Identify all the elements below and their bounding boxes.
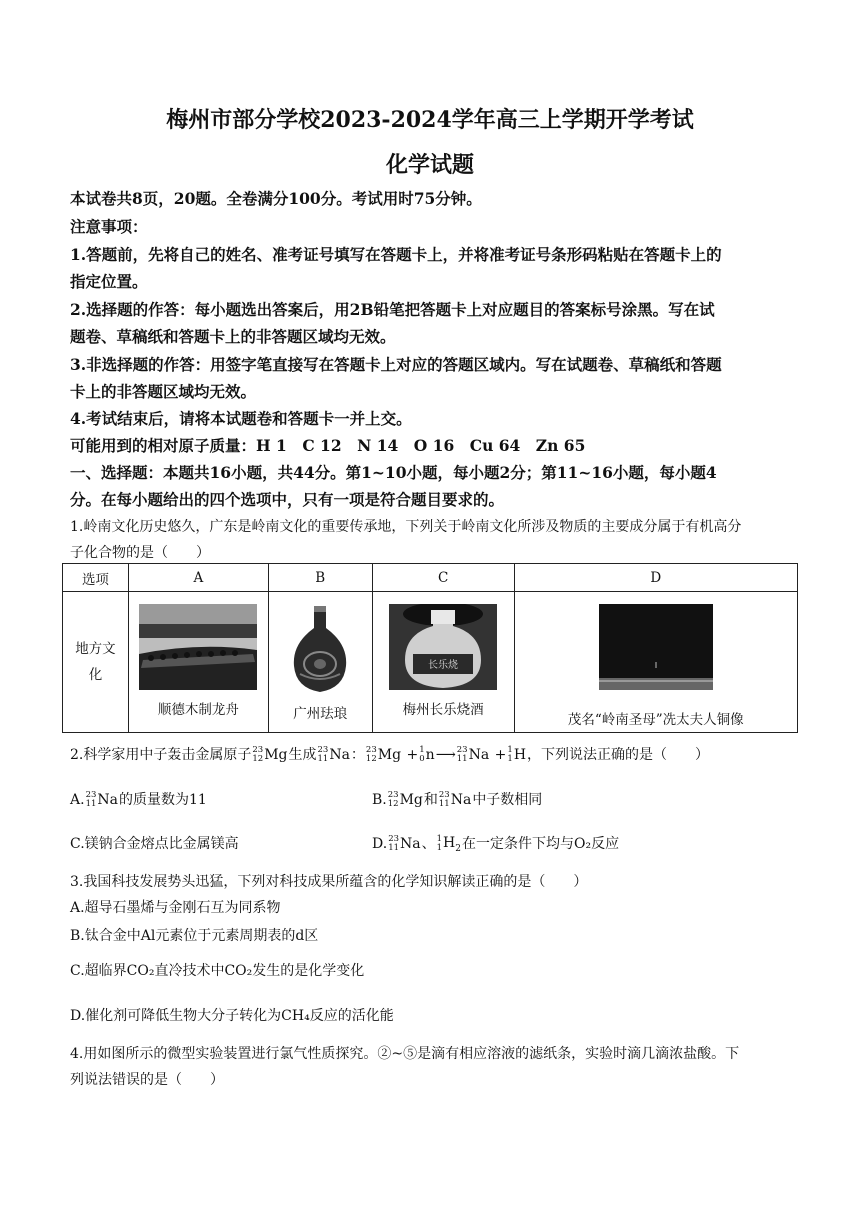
- option-a-cell: [128, 592, 268, 733]
- row-label: 地方文化: [63, 592, 129, 733]
- q2-stem-post: ，下列说法正确的是（ ）: [527, 747, 710, 763]
- note-3b: 卡上的非答题区域均无效。: [70, 382, 257, 401]
- note-1a: 1.答题前，先将自己的姓名、准考证号填写在答题卡上，并将准考证号条形码粘贴在答题卡上的: [70, 245, 722, 264]
- q3-option-d: D.催化剂可降低生物大分子转化为CH₄反应的活化能: [70, 1008, 394, 1024]
- q2-option-b: B. 23 12 Mg 和 23 11 Na 中子数相同: [372, 790, 543, 809]
- subject-title: 化学试题: [385, 152, 474, 178]
- exam-title: 梅州市部分学校2023-2024学年高三上学期开学考试: [166, 107, 694, 133]
- q2-stem: 2.科学家用中子轰击金属原子 23 12 Mg 生成 23 11 Na ： 23 12 Mg + 1 0 n ⟶ 23 11 Na + 1 1 H ，下列说法正确的是（ ）: [70, 745, 710, 764]
- q1-stem-b: 子化合物的是（ ）: [70, 545, 210, 561]
- dragon-boat-photo: [139, 604, 257, 690]
- note-2a: 2.选择题的作答：每小题选出答案后，用2B铅笔把答题卡上对应题目的答案标号涂黑。写在试: [70, 300, 715, 319]
- q1-table-header: [63, 564, 798, 592]
- q2-option-c: C.镁钠合金熔点比金属镁高: [70, 836, 239, 852]
- note-1b: 指定位置。: [70, 272, 148, 291]
- q2-options-row-2: [70, 833, 810, 853]
- q1-table-row: [63, 592, 798, 733]
- section-1-heading-a: 一、选择题：本题共16小题，共44分。第1~10小题，每小题2分；第11~16小题，每小题4: [70, 463, 717, 482]
- caption-a: 顺德木制龙舟: [157, 702, 239, 718]
- table-header-cell: B: [268, 564, 372, 592]
- option-d-cell: [514, 592, 797, 733]
- table-header-cell: C: [372, 564, 514, 592]
- option-b-cell: [268, 592, 372, 733]
- section-1-heading-b: 分。在每小题给出的四个选项中，只有一项是符合题目要求的。: [70, 490, 505, 509]
- q3-stem: 3.我国科技发展势头迅猛，下列对科技成果所蕴含的化学知识解读正确的是（ ）: [70, 874, 588, 890]
- q4-stem-a: 4.用如图所示的微型实验装置进行氯气性质探究。②~⑤是滴有相应溶液的滤纸条，实验时滴几滴浓盐酸。下: [70, 1046, 740, 1062]
- q2-options-row-1: [70, 789, 810, 809]
- exam-info: 本试卷共8页，20题。全卷满分100分。考试用时75分钟。: [70, 189, 482, 208]
- note-4: 4.考试结束后，请将本试题卷和答题卡一并上交。: [70, 409, 412, 428]
- liquor-jar-photo: [389, 604, 497, 690]
- jar-label-text: 长乐烧: [428, 660, 459, 671]
- q1-stem-a: 1.岭南文化历史悠久，广东是岭南文化的重要传承地，下列关于岭南文化所涉及物质的主要成分属于有机高分: [70, 519, 742, 535]
- q4-stem-b: 列说法错误的是（ ）: [70, 1072, 224, 1088]
- q2-stem-mid: 生成: [288, 747, 317, 763]
- q2-option-a: A. 23 11 Na 的质量数为11: [70, 790, 207, 809]
- enamel-vase-photo: [286, 604, 354, 694]
- bronze-statue-photo: [599, 604, 713, 690]
- table-header-cell: D: [514, 564, 797, 592]
- q1-options-table: [62, 563, 798, 733]
- option-c-cell: [372, 592, 514, 733]
- notes-heading: 注意事项：: [70, 217, 148, 236]
- table-header-cell: 选项: [63, 564, 129, 592]
- caption-b: 广州珐琅: [293, 706, 348, 722]
- table-header-cell: A: [128, 564, 268, 592]
- q3-option-c: C.超临界CO₂直冷技术中CO₂发生的是化学变化: [70, 963, 365, 979]
- caption-c: 梅州长乐烧酒: [402, 702, 484, 718]
- caption-d: 茂名“岭南圣母”冼太夫人铜像: [567, 712, 744, 728]
- q3-option-a: A.超导石墨烯与金刚石互为同系物: [70, 900, 281, 916]
- q2-stem-pre: 2.科学家用中子轰击金属原子: [70, 747, 252, 763]
- q3-option-b: B.钛合金中Al元素位于元素周期表的d区: [70, 928, 319, 944]
- atomic-masses: 可能用到的相对原子质量：H 1 C 12 N 14 O 16 Cu 64 Zn 65: [70, 436, 586, 455]
- q2-option-d: D. 23 11 Na 、 1 1 $H_2$ 在一定条件下均与O₂反应: [372, 834, 620, 854]
- note-3a: 3.非选择题的作答：用签字笔直接写在答题卡上对应的答题区域内。写在试题卷、草稿纸和答题: [70, 355, 722, 374]
- note-2b: 题卷、草稿纸和答题卡上的非答题区域均无效。: [70, 327, 396, 346]
